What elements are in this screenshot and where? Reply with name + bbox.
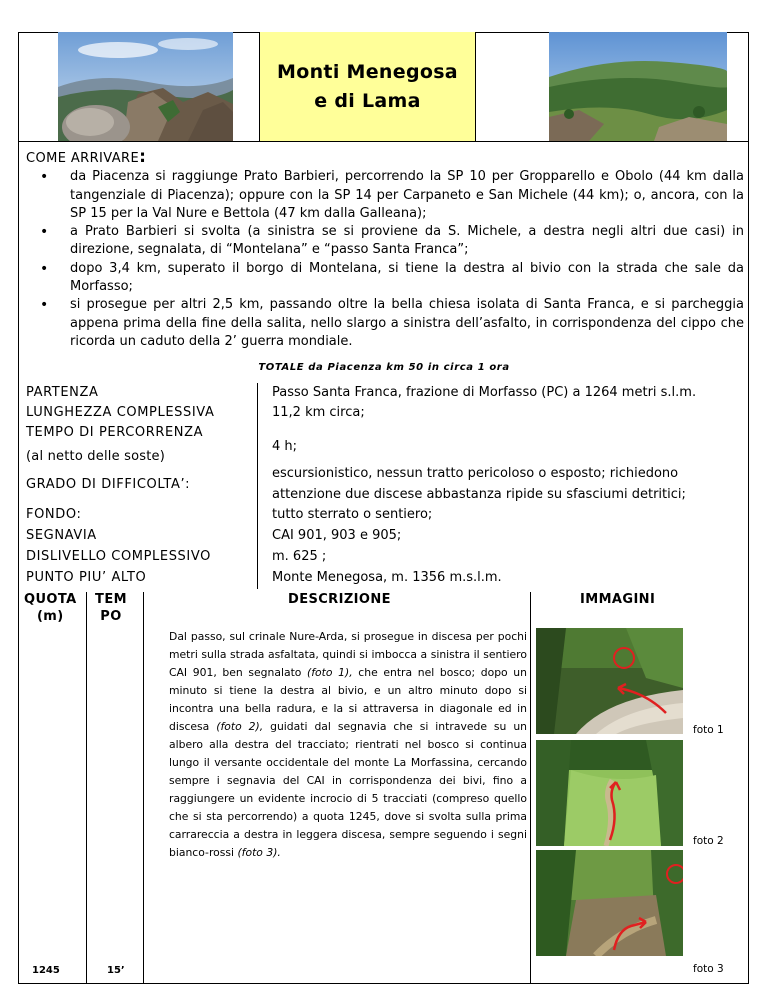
fondo-label: FONDO: — [26, 507, 82, 522]
segnavia-label: SEGNAVIA — [26, 528, 97, 543]
photo-1 — [536, 628, 683, 734]
come-arrivare-title: COME ARRIVARE: — [26, 147, 147, 167]
info-column-divider — [257, 383, 258, 589]
tempo-header-line2: PO — [100, 609, 122, 624]
photo-2 — [536, 740, 683, 846]
photo-3-caption: foto 3 — [693, 963, 724, 975]
tempo-value: 4 h; — [272, 439, 298, 454]
punto-alto-label: PUNTO PIU’ ALTO — [26, 570, 147, 585]
directions-item: • si prosegue per altri 2,5 km, passando oltre la bella chiesa isolata di Santa Franca, e si parcheggia appena prima della fine della salita, nello slargo a sinistra dell’asfalto, in corrispondenza del cippo che ricorda un caduto della 2’ guerra mondiale. — [70, 296, 744, 351]
description-text: guidati dal segnavia che si intravede su un albero alla destra del tracciato; rientrati nel bosco si continua lungo il versante occidentale del monte La Morfassina, cercando sempre i segnavia del CAI in corrispondenza dei bivi, fino a raggiungere un evidente incrocio di 5 tracciati (compreso quello che si sta percorrendo) a quota 1245, dove si svolta sulla prima carrareccia a destra in leggera discesa, sempre seguendo i segni bianco-rossi — [169, 720, 528, 859]
directions-item: • da Piacenza si raggiunge Prato Barbieri, percorrendo la SP 10 per Gropparello e Obolo (44 km dalla tangenziale di Piacenza); oppure con la SP 14 per Carpaneto e San Michele (44 km); o, ancora, con la SP 15 per la Val Nure e Bettola (47 km dalla Galleana); — [70, 168, 744, 223]
difficolta-value: escursionistico, nessun tratto pericoloso o esposto; richiedono attenzione due discese abbastanza ripide su sfasciumi detritici; — [272, 466, 686, 502]
directions-list — [26, 168, 744, 351]
quota-header-line2: (m) — [36, 609, 64, 624]
partenza-label: PARTENZA — [26, 385, 99, 400]
header — [18, 32, 749, 142]
fondo-value: tutto sterrato o sentiero; — [272, 507, 433, 522]
tempo-sublabel: (al netto delle soste) — [26, 449, 165, 464]
quota-column-line — [86, 592, 87, 984]
title-line-1: Monti Menegosa — [277, 60, 458, 83]
photo-1-caption: foto 1 — [693, 724, 724, 736]
come-arrivare-section — [26, 148, 744, 351]
descrizione-header: DESCRIZIONE — [288, 592, 391, 607]
tempo-column-line — [143, 592, 144, 984]
photo-3 — [536, 850, 683, 956]
header-photo-left — [58, 32, 233, 141]
lunghezza-value: 11,2 km circa; — [272, 405, 365, 420]
segnavia-value: CAI 901, 903 e 905; — [272, 528, 402, 543]
photo-2-caption: foto 2 — [693, 835, 724, 847]
dislivello-label: DISLIVELLO COMPLESSIVO — [26, 549, 211, 564]
description-text: Dal passo, sul crinale Nure-Arda, si prosegue in discesa per pochi metri sulla strada asfaltata, quindi si imbocca a sinistra il sentiero CAI 901, ben segnalato — [169, 630, 527, 679]
totale-line: TOTALE da Piacenza km 50 in circa 1 ora — [258, 362, 510, 373]
route-description — [169, 628, 527, 862]
quota-header — [24, 592, 77, 624]
directions-item: • a Prato Barbieri si svolta (a sinistra se si proviene da S. Michele, a destra negli altri due casi) in direzione, segnalata, di “Montelana” e “passo Santa Franca”; — [70, 223, 744, 260]
photo-ref-2: (foto 2), — [216, 720, 264, 733]
tempo-header — [89, 592, 133, 624]
partenza-value: Passo Santa Franca, frazione di Morfasso (PC) a 1264 metri s.l.m. — [272, 385, 697, 400]
dislivello-value: m. 625 ; — [272, 549, 327, 564]
tempo-header-line1: TEM — [95, 592, 127, 607]
images-column-line — [530, 592, 531, 984]
row-tempo: 15’ — [107, 965, 125, 976]
directions-item: • dopo 3,4 km, superato il borgo di Montelana, si tiene la destra al bivio con la strada che sale da Morfasso; — [70, 260, 744, 297]
title-box — [259, 32, 476, 141]
tempo-label: TEMPO DI PERCORRENZA — [26, 425, 204, 440]
description-text: che entra nel bosco; dopo un minuto si tiene la destra al bivio, e un altro minuto dopo si incontra una bella radura, e la si attraversa in diagonale ed in discesa — [169, 666, 527, 733]
row-quota: 1245 — [32, 965, 60, 976]
title-line-2: e di Lama — [314, 89, 421, 112]
photo-ref-1: (foto 1), — [307, 666, 353, 679]
immagini-header: IMMAGINI — [580, 592, 656, 607]
punto-alto-value: Monte Menegosa, m. 1356 m.s.l.m. — [272, 570, 502, 585]
difficolta-label: GRADO DI DIFFICOLTA’: — [26, 477, 191, 492]
photo-ref-3: (foto 3). — [237, 846, 281, 859]
lunghezza-label: LUNGHEZZA COMPLESSIVA — [26, 405, 215, 420]
quota-header-line1: QUOTA — [24, 592, 77, 607]
header-photo-right — [549, 32, 727, 141]
